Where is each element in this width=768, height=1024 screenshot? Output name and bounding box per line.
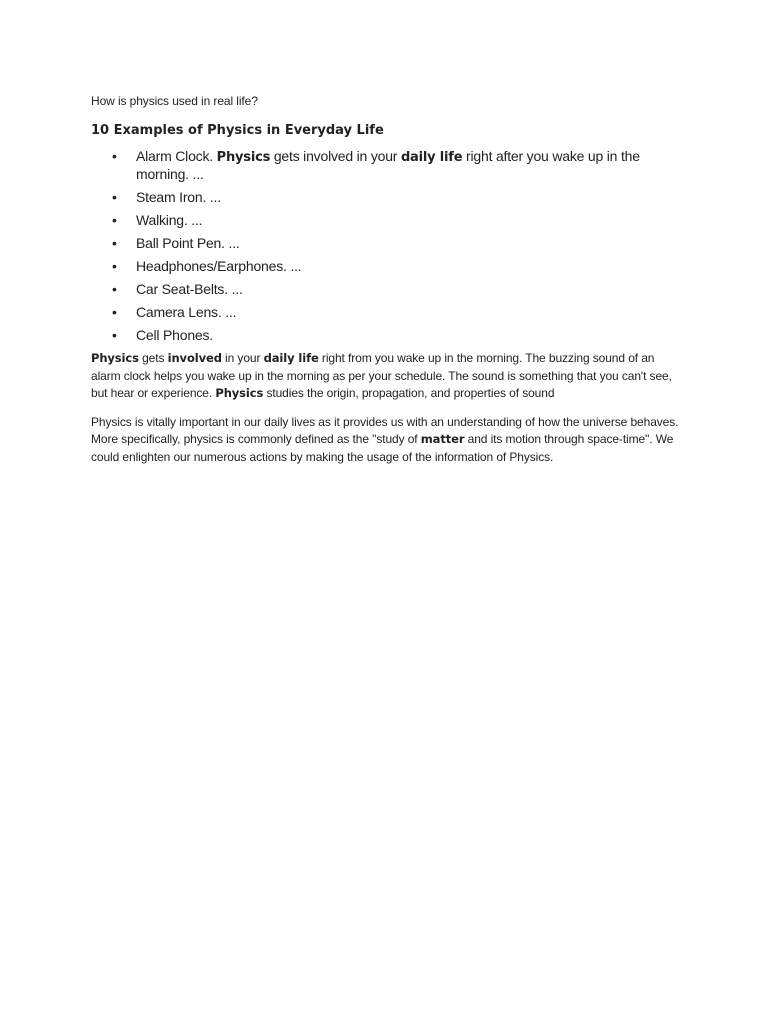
para-text: studies the origin, propagation, and properties of sound (263, 386, 555, 400)
list-item: • Car Seat-Belts. ... (91, 281, 681, 298)
bold-term: daily life (400, 150, 463, 165)
para-text: Physics is vitally important in our daily lives as it provides us with an understanding of how the universe behaves. More specifically, physics is commonly defined as the "study of (91, 414, 679, 446)
para-text: in your (221, 351, 264, 365)
bold-term: daily life (263, 351, 319, 365)
list-item: • Camera Lens. ... (91, 304, 681, 321)
examples-list (91, 148, 681, 344)
list-item: • Walking. ... (91, 212, 681, 229)
paragraph-importance (91, 414, 681, 467)
bold-term: matter (420, 432, 465, 446)
document-page (91, 92, 681, 477)
bold-term: Physics (215, 386, 264, 400)
bold-term: Physics (91, 351, 139, 365)
list-item (91, 148, 681, 183)
list-item: • Cell Phones. (91, 327, 681, 344)
list-item: • Headphones/Earphones. ... (91, 258, 681, 275)
item-text: Alarm Clock. (136, 148, 217, 164)
bold-term: involved (167, 351, 222, 365)
para-text: right from you wake up in the morning. The buzzing sound of an alarm clock helps you wake up in the morning as per your schedule. The sound is something that you can't see, but hear or experience. (91, 351, 672, 400)
bold-term: Physics (216, 150, 271, 165)
section-heading: 10 Examples of Physics in Everyday Life (91, 123, 384, 138)
para-text: and its motion through space-time". We could enlighten our numerous actions by making the usage of the information of Physics. (91, 432, 674, 464)
question-text: How is physics used in real life? (91, 94, 258, 108)
item-text: right after you wake up in the morning. ... (136, 148, 640, 182)
para-text: gets (138, 351, 168, 365)
item-text: gets involved in your (270, 148, 401, 164)
list-item: • Ball Point Pen. ... (91, 235, 681, 252)
paragraph-sound (91, 350, 681, 403)
list-item: • Steam Iron. ... (91, 189, 681, 206)
